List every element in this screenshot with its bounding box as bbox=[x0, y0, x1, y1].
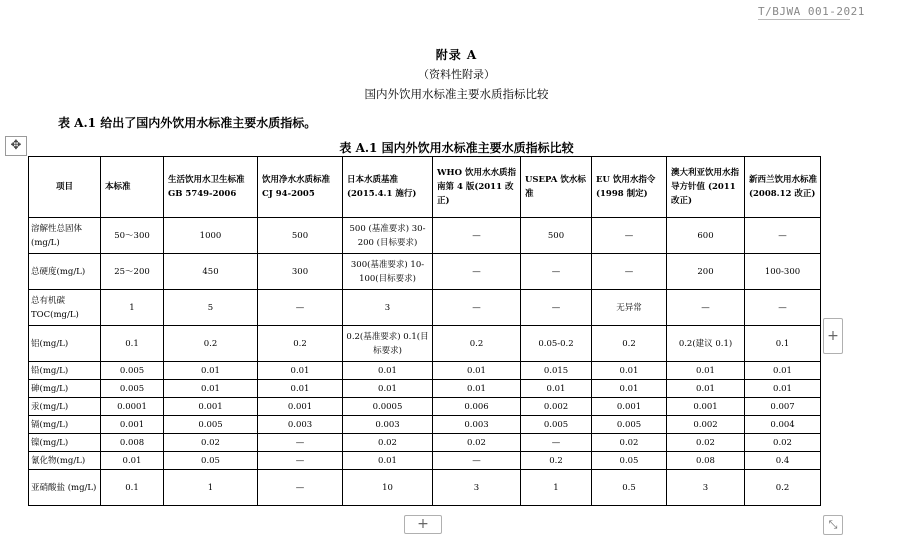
table-cell: 0.01 bbox=[258, 362, 343, 380]
table-cell: 0.006 bbox=[433, 398, 521, 416]
table-cell: — bbox=[521, 434, 592, 452]
table-cell: 0.01 bbox=[592, 380, 667, 398]
table-row bbox=[29, 380, 821, 398]
table-cell: — bbox=[592, 218, 667, 254]
table-cell: 0.2 bbox=[592, 326, 667, 362]
table-cell: — bbox=[258, 434, 343, 452]
table-row bbox=[29, 452, 821, 470]
table-cell: 0.01 bbox=[745, 362, 821, 380]
table-cell: — bbox=[433, 254, 521, 290]
row-label: 溶解性总固体 (mg/L) bbox=[29, 218, 101, 254]
column-header: 项目 bbox=[29, 157, 101, 218]
table-cell: 0.01 bbox=[101, 452, 164, 470]
table-row bbox=[29, 218, 821, 254]
table-cell: 0.02 bbox=[433, 434, 521, 452]
document-id: T/BJWA 001-2021 bbox=[758, 5, 865, 18]
table-row bbox=[29, 434, 821, 452]
table-cell: 0.005 bbox=[164, 416, 258, 434]
table-cell: 0.02 bbox=[745, 434, 821, 452]
table-row bbox=[29, 290, 821, 326]
table-cell: 0.01 bbox=[667, 380, 745, 398]
table-body bbox=[29, 157, 821, 506]
table-cell: 0.01 bbox=[667, 362, 745, 380]
table-cell: 1000 bbox=[164, 218, 258, 254]
table-cell: 0.02 bbox=[592, 434, 667, 452]
table-cell: 0.005 bbox=[101, 362, 164, 380]
table-row bbox=[29, 362, 821, 380]
table-cell: 0.005 bbox=[101, 380, 164, 398]
table-cell: 0.2 bbox=[521, 452, 592, 470]
table-cell: 0.05 bbox=[592, 452, 667, 470]
row-label: 砷(mg/L) bbox=[29, 380, 101, 398]
table-cell: 0.08 bbox=[667, 452, 745, 470]
table-cell: 0.01 bbox=[433, 362, 521, 380]
table-cell: 0.0005 bbox=[343, 398, 433, 416]
table-cell: 0.05-0.2 bbox=[521, 326, 592, 362]
table-cell: 450 bbox=[164, 254, 258, 290]
row-label: 铅(mg/L) bbox=[29, 362, 101, 380]
table-cell: — bbox=[745, 290, 821, 326]
row-label: 镍(mg/L) bbox=[29, 434, 101, 452]
table-cell: 0.001 bbox=[101, 416, 164, 434]
add-row-button[interactable]: + bbox=[404, 515, 442, 534]
table-cell: 0.02 bbox=[667, 434, 745, 452]
table-cell: — bbox=[433, 218, 521, 254]
table-cell: 300(基准要求) 10-100(目标要求) bbox=[343, 254, 433, 290]
standards-table bbox=[28, 156, 821, 506]
column-header: 饮用净水水质标准 CJ 94-2005 bbox=[258, 157, 343, 218]
table-cell: 0.01 bbox=[258, 380, 343, 398]
table-cell: 0.01 bbox=[343, 452, 433, 470]
table-cell: 0.2(建议 0.1) bbox=[667, 326, 745, 362]
table-cell: 1 bbox=[521, 470, 592, 506]
table-cell: 0.1 bbox=[745, 326, 821, 362]
table-cell: 0.001 bbox=[164, 398, 258, 416]
table-cell: 0.002 bbox=[667, 416, 745, 434]
appendix-title: 附录 A bbox=[435, 48, 478, 62]
row-label: 亚硝酸盐 (mg/L) bbox=[29, 470, 101, 506]
table-cell: — bbox=[258, 452, 343, 470]
column-header: EU 饮用水指令 (1998 制定) bbox=[592, 157, 667, 218]
table-cell: 0.005 bbox=[592, 416, 667, 434]
table-cell: 600 bbox=[667, 218, 745, 254]
table-resize-handle-icon[interactable]: ⤡ bbox=[823, 515, 843, 535]
table-cell: 300 bbox=[258, 254, 343, 290]
column-header: USEPA 饮水标准 bbox=[521, 157, 592, 218]
table-cell: — bbox=[521, 254, 592, 290]
table-cell: 100-300 bbox=[745, 254, 821, 290]
appendix-subtitle: （资料性附录） bbox=[418, 68, 495, 81]
table-cell: 0.0001 bbox=[101, 398, 164, 416]
table-cell: 0.01 bbox=[343, 380, 433, 398]
table-cell: 0.01 bbox=[592, 362, 667, 380]
table-cell: — bbox=[258, 470, 343, 506]
column-header: 澳大利亚饮用水指导方针值 (2011 改正) bbox=[667, 157, 745, 218]
table-cell: 0.015 bbox=[521, 362, 592, 380]
table-cell: — bbox=[745, 218, 821, 254]
table-cell: 0.01 bbox=[164, 380, 258, 398]
table-row bbox=[29, 326, 821, 362]
table-cell: 0.1 bbox=[101, 470, 164, 506]
table-row bbox=[29, 254, 821, 290]
table-cell: — bbox=[592, 254, 667, 290]
row-label: 氰化物(mg/L) bbox=[29, 452, 101, 470]
column-header: WHO 饮用水水质指南第 4 版(2011 改正) bbox=[433, 157, 521, 218]
table-cell: 0.2(基准要求) 0.1(目标要求) bbox=[343, 326, 433, 362]
table-header-row bbox=[29, 157, 821, 218]
table-cell: 500 bbox=[258, 218, 343, 254]
table-caption: 表 A.1 国内外饮用水标准主要水质指标比较 bbox=[339, 141, 574, 155]
table-cell: 0.002 bbox=[521, 398, 592, 416]
table-cell: 10 bbox=[343, 470, 433, 506]
table-cell: 1 bbox=[164, 470, 258, 506]
table-row bbox=[29, 398, 821, 416]
row-label: 镉(mg/L) bbox=[29, 416, 101, 434]
table-cell: 5 bbox=[164, 290, 258, 326]
table-cell: 0.008 bbox=[101, 434, 164, 452]
row-label: 铝(mg/L) bbox=[29, 326, 101, 362]
table-cell: 0.001 bbox=[592, 398, 667, 416]
table-cell: 3 bbox=[667, 470, 745, 506]
table-cell: 0.2 bbox=[164, 326, 258, 362]
table-cell: 1 bbox=[101, 290, 164, 326]
table-row bbox=[29, 416, 821, 434]
table-cell: 0.004 bbox=[745, 416, 821, 434]
table-cell: 3 bbox=[433, 470, 521, 506]
appendix-name: 国内外饮用水标准主要水质指标比较 bbox=[364, 87, 549, 101]
table-cell: 0.2 bbox=[258, 326, 343, 362]
table-cell: 0.01 bbox=[164, 362, 258, 380]
table-cell: 0.01 bbox=[343, 362, 433, 380]
column-header: 新西兰饮用水标准 (2008.12 改正) bbox=[745, 157, 821, 218]
table-cell: 0.003 bbox=[433, 416, 521, 434]
table-cell: 0.02 bbox=[164, 434, 258, 452]
column-header: 生活饮用水卫生标准 GB 5749-2006 bbox=[164, 157, 258, 218]
table-cell: 3 bbox=[343, 290, 433, 326]
table-cell: 0.5 bbox=[592, 470, 667, 506]
intro-paragraph: 表 A.1 给出了国内外饮用水标准主要水质指标。 bbox=[58, 116, 317, 130]
table-cell: — bbox=[433, 452, 521, 470]
table-cell: 500 bbox=[521, 218, 592, 254]
table-cell: 50～300 bbox=[101, 218, 164, 254]
table-cell: 0.001 bbox=[667, 398, 745, 416]
table-cell: — bbox=[521, 290, 592, 326]
table-cell: 0.005 bbox=[521, 416, 592, 434]
table-cell: 0.01 bbox=[745, 380, 821, 398]
table-cell: 0.2 bbox=[745, 470, 821, 506]
add-column-button[interactable]: + bbox=[823, 318, 843, 354]
column-header: 本标准 bbox=[101, 157, 164, 218]
table-cell: — bbox=[258, 290, 343, 326]
table-cell: — bbox=[433, 290, 521, 326]
row-label: 总硬度(mg/L) bbox=[29, 254, 101, 290]
table-cell: 0.05 bbox=[164, 452, 258, 470]
table-move-handle-icon[interactable]: ✥ bbox=[5, 136, 27, 156]
table-cell: 0.2 bbox=[433, 326, 521, 362]
table-cell: 25～200 bbox=[101, 254, 164, 290]
table-cell: 0.003 bbox=[343, 416, 433, 434]
row-label: 总有机碳 TOC(mg/L) bbox=[29, 290, 101, 326]
table-cell: 0.007 bbox=[745, 398, 821, 416]
table-row bbox=[29, 470, 821, 506]
table-cell: 0.1 bbox=[101, 326, 164, 362]
table-cell: 0.003 bbox=[258, 416, 343, 434]
table-cell: 0.02 bbox=[343, 434, 433, 452]
table-cell: 无异常 bbox=[592, 290, 667, 326]
column-header: 日本水质基准 (2015.4.1 施行) bbox=[343, 157, 433, 218]
table-cell: 200 bbox=[667, 254, 745, 290]
table-cell: 0.01 bbox=[433, 380, 521, 398]
table-cell: — bbox=[667, 290, 745, 326]
table-cell: 0.001 bbox=[258, 398, 343, 416]
table-cell: 500 (基准要求) 30-200 (目标要求) bbox=[343, 218, 433, 254]
table-cell: 0.4 bbox=[745, 452, 821, 470]
row-label: 汞(mg/L) bbox=[29, 398, 101, 416]
table-cell: 0.01 bbox=[521, 380, 592, 398]
